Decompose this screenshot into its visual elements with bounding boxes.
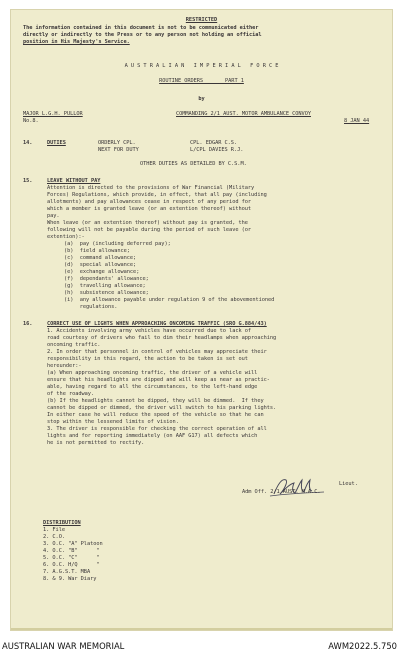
source-credit: AUSTRALIAN WAR MEMORIAL	[2, 641, 125, 651]
leave-paragraph-line: allotments) and pay allowances cease in respect of any period for	[47, 199, 252, 205]
orders-title: ROUTINE ORDERS PART 1	[159, 78, 244, 84]
next-duty-label: NEXT FOR DUTY	[98, 147, 139, 153]
distribution-item: 4. O.C. "B" "	[43, 548, 100, 554]
allowance-item: (g) travelling allowance;	[64, 283, 146, 289]
next-duty-value: L/CPL DAVIES R.J.	[190, 147, 244, 153]
lights-paragraph-line: he is not permitted to rectify.	[47, 440, 145, 446]
lights-paragraph-line: cannot be dipped or dimmed, the driver will switch to his parking lights.	[47, 405, 277, 411]
allowance-item: (a) pay (including deferred pay);	[64, 241, 171, 247]
lights-paragraph-line: hereunder:-	[47, 363, 82, 369]
security-notice-line-2: directly or indirectly to the Press or to any person not holding an official	[23, 32, 262, 38]
section-16-title: CORRECT USE OF LIGHTS WHEN APPROACHING ONCOMING TRAFFIC (SRO G.884/43)	[47, 321, 267, 327]
leave-paragraph-line: extention):-	[47, 234, 85, 240]
restricted-heading: RESTRICTED	[185, 17, 218, 23]
lights-paragraph-line: (a) When approaching oncoming traffic, the driver of a vehicle will	[47, 370, 258, 376]
allowance-item: (e) exchange allowance;	[64, 269, 140, 275]
distribution-item: 5. O.C. "C" "	[43, 555, 100, 561]
section-14-title: DUTIES	[47, 140, 66, 146]
lights-paragraph-line: oncoming traffic.	[47, 342, 101, 348]
section-15-number: 15.	[23, 178, 33, 184]
allowance-item: (h) subsistence allowance;	[64, 290, 149, 296]
leave-paragraph-line: Attention is directed to the provisions of War Financial (Military	[47, 185, 255, 191]
allowance-item: (d) special allowance;	[64, 262, 137, 268]
lights-paragraph-line: stop within the lessened limits of vision.	[47, 419, 179, 425]
security-notice-line-1: The information contained in this document is not to be communicated either	[23, 25, 259, 31]
security-notice-line-3: position in His Majesty's Service.	[23, 39, 130, 45]
distribution-item: 7. A.G.S.T. MBA	[43, 569, 91, 575]
order-date: 8 JAN 44	[344, 118, 370, 124]
signature-mark	[268, 474, 328, 500]
lights-paragraph-line: 1. Accidents involving army vehicles have occurred due to lack of	[47, 328, 252, 334]
by-label: by	[198, 96, 205, 102]
force-title: A U S T R A L I A N I M P E R I A L F O R C E	[124, 63, 279, 69]
signoff-title: Adm Off. 2/1 AUST. M.A.C.	[242, 489, 321, 495]
distribution-title: DISTRIBUTION	[43, 520, 81, 526]
footer-strip	[0, 639, 401, 653]
officer-name: MAJOR L.G.H. PULLOR	[23, 111, 83, 117]
allowance-item: (i) any allowance payable under regulation 9 of the abovementioned	[64, 297, 275, 303]
accession-number: AWM2022.5.750	[328, 641, 397, 651]
orderly-label: ORDERLY CPL.	[98, 140, 136, 146]
lights-paragraph-line: 3. The driver is responsible for checking the correct operation of all	[47, 426, 267, 432]
lights-paragraph-line: of the roadway.	[47, 391, 95, 397]
signoff-rank: Lieut.	[339, 481, 358, 487]
command-line: COMMANDING 2/1 AUST. MOTOR AMBULANCE CONVOY	[176, 111, 311, 117]
orderly-value: CPL. EDGAR C.S.	[190, 140, 238, 146]
distribution-item: 3. O.C. "A" Platoon	[43, 541, 103, 547]
distribution-item: 8. & 9. War Diary	[43, 576, 97, 582]
allowance-item: (f) dependants' allowance;	[64, 276, 149, 282]
other-duties: OTHER DUTIES AS DETAILED BY C.S.M.	[140, 161, 247, 167]
leave-paragraph-line: Forces) Regulations, which provide, in effect, that all pay (including	[47, 192, 267, 198]
lights-paragraph-line: road courtesy of drivers who fail to dim their headlamps when approaching	[47, 335, 277, 341]
section-15-title: LEAVE WITHOUT PAY	[47, 178, 101, 184]
distribution-item: 2. C.O.	[43, 534, 65, 540]
lights-paragraph-line: (b) If the headlights cannot be dipped, they will be dimmed. If they	[47, 398, 264, 404]
lights-paragraph-line: able, having regard to all the circumstances, to the left-hand edge	[47, 384, 258, 390]
allowance-item: (c) command allowance;	[64, 255, 137, 261]
distribution-item: 6. O.C. H/Q "	[43, 562, 100, 568]
order-number: No.8.	[23, 118, 39, 124]
allowance-item: (b) field allowance;	[64, 248, 130, 254]
lights-paragraph-line: responsibility in this regard, the action to be taken is set out	[47, 356, 248, 362]
leave-paragraph-line: When leave (or an extention thereof) without pay is granted, the	[47, 220, 248, 226]
lights-paragraph-line: ensure that his headlights are dipped and will keep as near as practic-	[47, 377, 270, 383]
leave-paragraph-line: which a member is granted leave (or an extention thereof) without	[47, 206, 252, 212]
lights-paragraph-line: lights and for reporting immediately (on AAF G17) all defects which	[47, 433, 258, 439]
lights-paragraph-line: 2. In order that personnel in control of vehicles may appreciate their	[47, 349, 267, 355]
section-16-number: 16.	[23, 321, 33, 327]
leave-paragraph-line: pay.	[47, 213, 60, 219]
section-14-number: 14.	[23, 140, 33, 146]
document-page	[11, 10, 392, 630]
allowance-item: regulations.	[64, 304, 118, 310]
distribution-item: 1. File	[43, 527, 65, 533]
lights-paragraph-line: In either case he will reduce the speed of the vehicle so that he can	[47, 412, 264, 418]
leave-paragraph-line: following will not be payable during the period of such leave (or	[47, 227, 252, 233]
